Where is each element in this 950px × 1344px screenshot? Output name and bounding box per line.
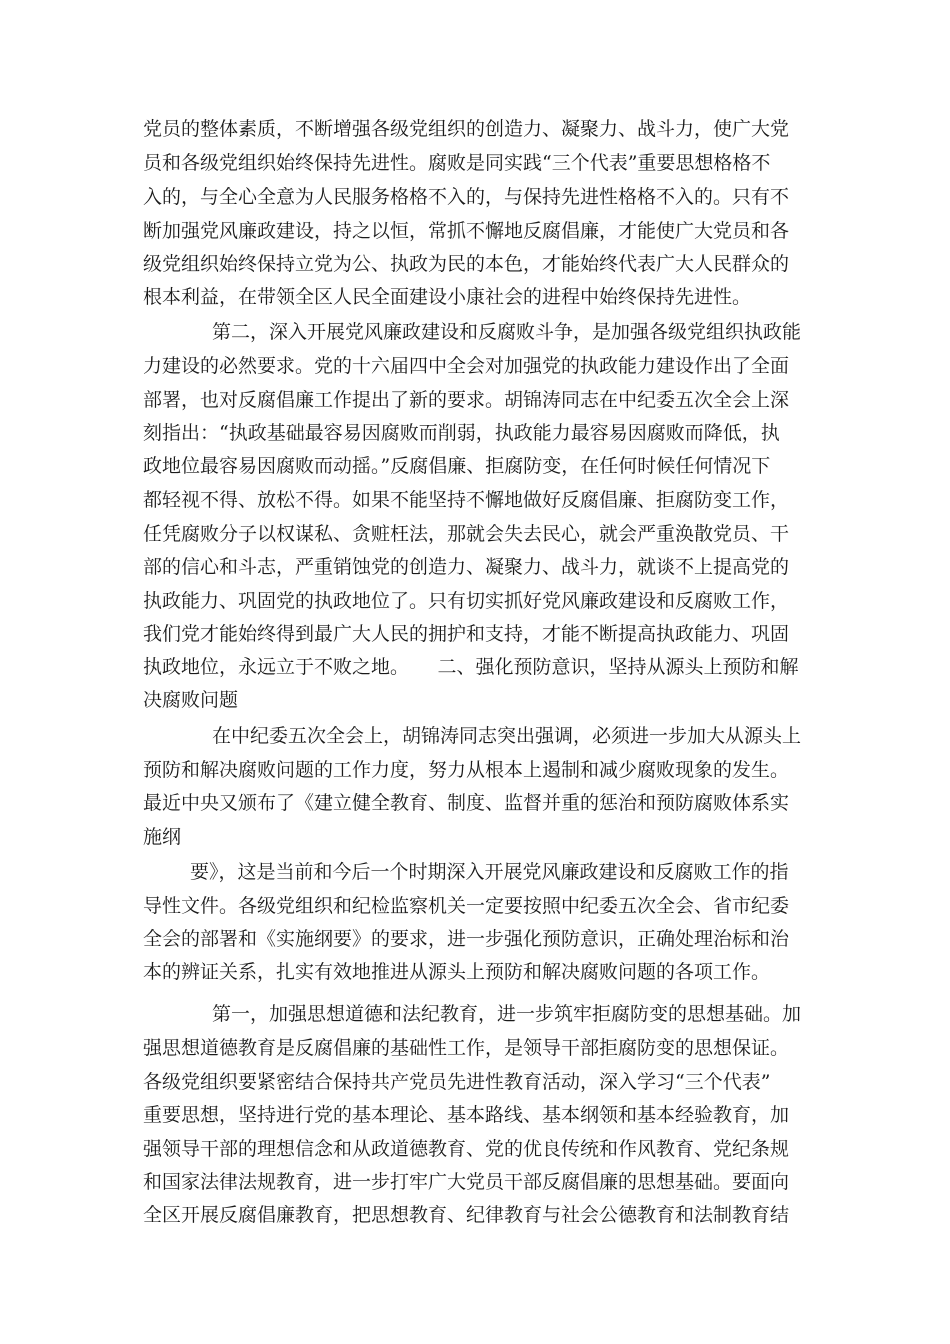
text-line: 本的辨证关系，扎实有效地推进从源头上预防和解决腐败问题的各项工作。 (143, 961, 771, 983)
text-line: 部的信心和斗志，严重销蚀党的创造力、凝聚力、战斗力，就谈不上提高党的 (143, 556, 790, 578)
text-line: 任凭腐败分子以权谋私、贪赃枉法，那就会失去民心，就会严重涣散党员、干 (143, 523, 790, 545)
text-line: 执政能力、巩固党的执政地位了。只有切实抓好党风廉政建设和反腐败工作， (143, 590, 790, 612)
text-line: 施纲 (143, 826, 182, 848)
text-line: 都轻视不得、放松不得。如果不能坚持不懈地做好反腐倡廉、拒腐防变工作， (143, 489, 790, 511)
text-line: 断加强党风廉政建设，持之以恒，常抓不懈地反腐倡廉，才能使广大党员和各 (143, 220, 790, 242)
text-line: 刻指出：“执政基础最容易因腐败而削弱，执政能力最容易因腐败而降低，执 (143, 422, 780, 444)
text-line: 部署，也对反腐倡廉工作提出了新的要求。胡锦涛同志在中纪委五次全会上深 (143, 389, 790, 411)
text-line: 政地位最容易因腐败而动摇。”反腐倡廉、拒腐防变，在任何时候任何情况下 (143, 455, 771, 477)
text-line: 要》，这是当前和今后一个时期深入开展党风廉政建设和反腐败工作的指 (190, 861, 789, 883)
text-line: 入的，与全心全意为人民服务格格不入的，与保持先进性格格不入的。只有不 (143, 186, 790, 208)
text-line: 第二，深入开展党风廉政建设和反腐败斗争，是加强各级党组织执政能 (212, 321, 802, 343)
text-line: 重要思想，坚持进行党的基本理论、基本路线、基本纲领和基本经验教育，加 (143, 1104, 790, 1126)
text-line: 预防和解决腐败问题的工作力度，努力从根本上遏制和减少腐败现象的发生。 (143, 759, 790, 781)
text-line: 执政地位，永远立于不败之地。 二、强化预防意识，坚持从源头上预防和解 (143, 656, 799, 678)
text-line: 各级党组织要紧密结合保持共产党员先进性教育活动，深入学习“三个代表” (143, 1071, 771, 1093)
text-line: 最近中央又颁布了《建立健全教育、制度、监督并重的惩治和预防腐败体系实 (143, 792, 790, 814)
text-line: 和国家法律法规教育，进一步打牢广大党员干部反腐倡廉的思想基础。要面向 (143, 1171, 790, 1193)
text-line: 根本利益，在带领全区人民全面建设小康社会的进程中始终保持先进性。 (143, 286, 752, 308)
text-line: 员和各级党组织始终保持先进性。腐败是同实践“三个代表”重要思想格格不 (143, 152, 771, 174)
text-line: 导性文件。各级党组织和纪检监察机关一定要按照中纪委五次全会、省市纪委 (143, 895, 790, 917)
text-line: 全区开展反腐倡廉教育，把思想教育、纪律教育与社会公德教育和法制教育结 (143, 1204, 790, 1226)
text-line: 全会的部署和《实施纲要》的要求，进一步强化预防意识，正确处理治标和治 (143, 928, 790, 950)
text-line: 级党组织始终保持立党为公、执政为民的本色，才能始终代表广大人民群众的 (143, 253, 790, 275)
text-line: 党员的整体素质，不断增强各级党组织的创造力、凝聚力、战斗力，使广大党 (143, 118, 790, 140)
text-line: 强思想道德教育是反腐倡廉的基础性工作，是领导干部拒腐防变的思想保证。 (143, 1037, 790, 1059)
text-line: 力建设的必然要求。党的十六届四中全会对加强党的执政能力建设作出了全面 (143, 355, 790, 377)
text-line: 我们党才能始终得到最广大人民的拥护和支持，才能不断提高执政能力、巩固 (143, 623, 790, 645)
text-line: 在中纪委五次全会上，胡锦涛同志突出强调，必须进一步加大从源头上 (212, 725, 802, 747)
text-line: 第一，加强思想道德和法纪教育，进一步筑牢拒腐防变的思想基础。加 (212, 1003, 802, 1025)
text-line: 强领导干部的理想信念和从政道德教育、党的优良传统和作风教育、党纪条规 (143, 1138, 790, 1160)
text-line: 决腐败问题 (143, 689, 239, 711)
